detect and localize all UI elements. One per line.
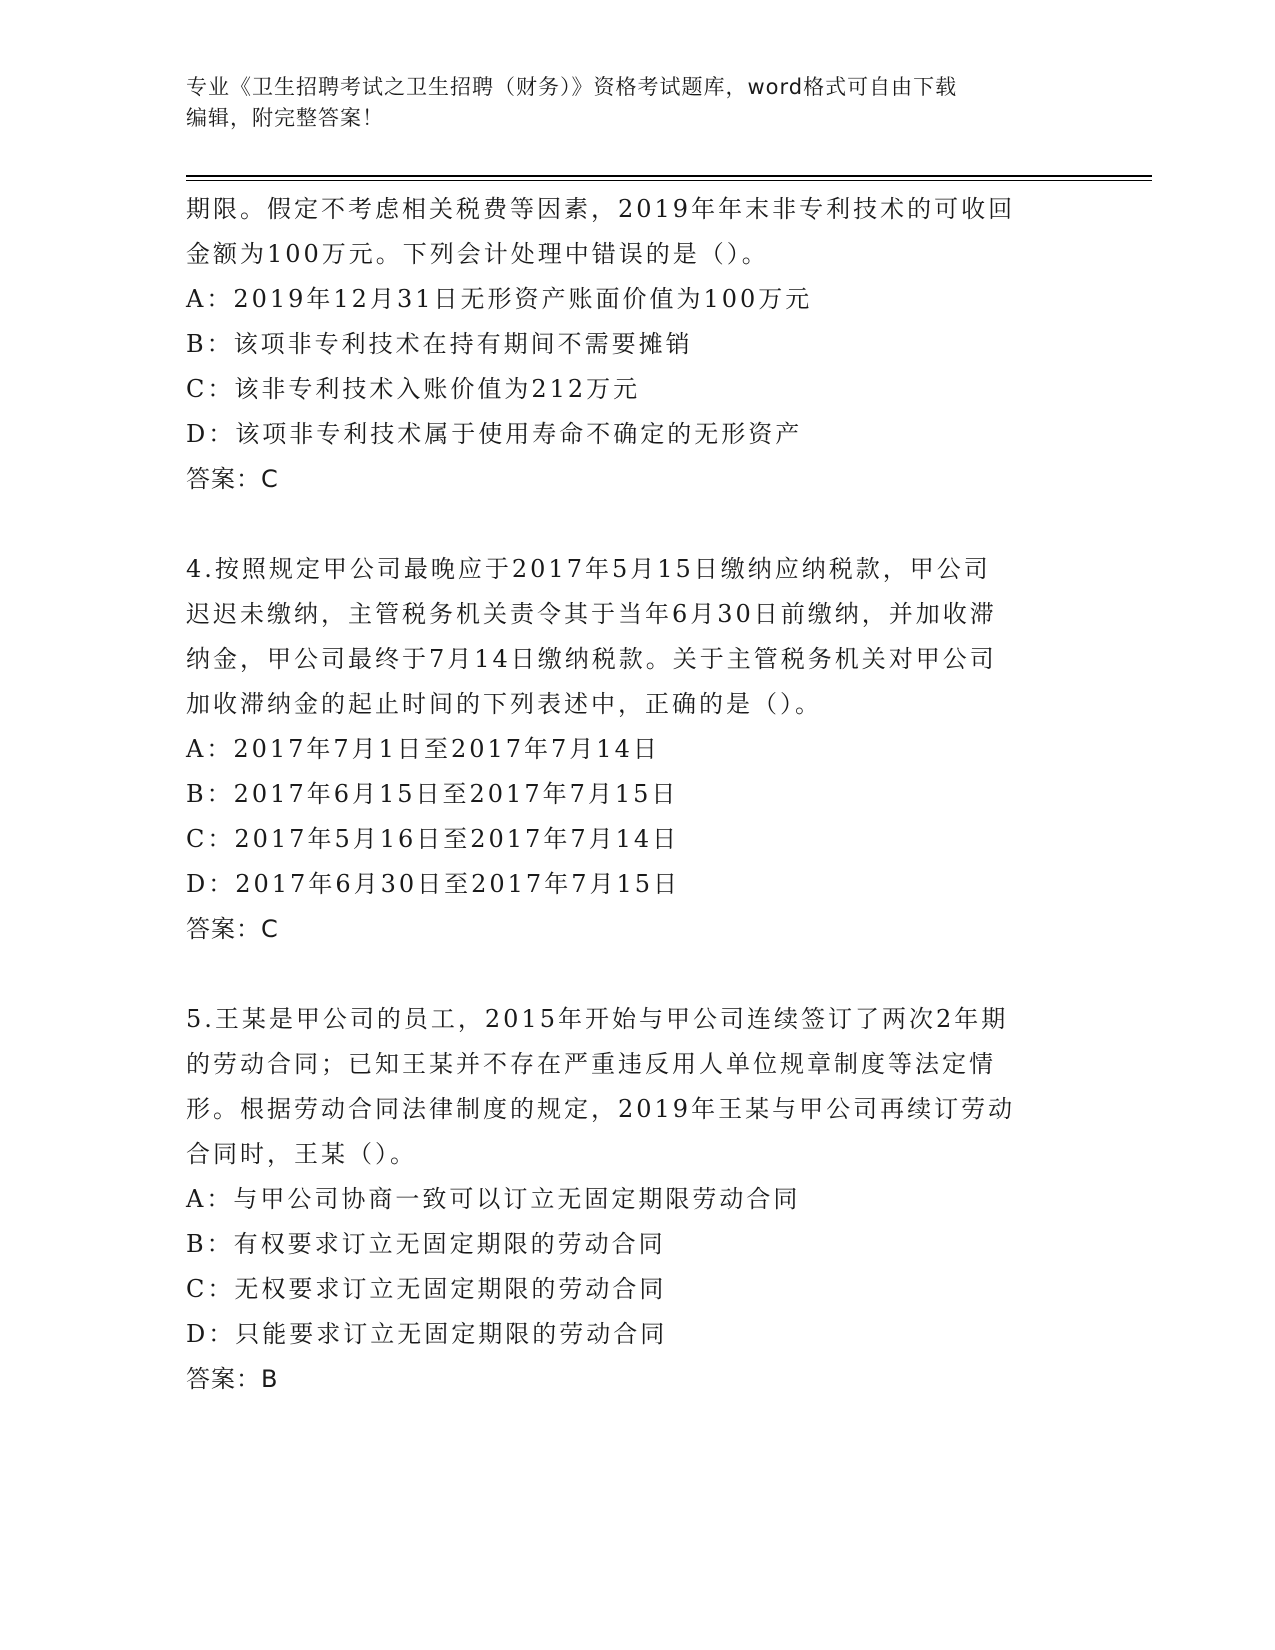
page-header [186, 72, 1086, 134]
header-line-1: 专业《卫生招聘考试之卫生招聘（财务）》资格考试题库，word格式可自由下载 [186, 75, 958, 99]
option-a: A：与甲公司协商一致可以订立无固定期限劳动合同 [186, 1185, 801, 1213]
option-d: D：2017年6月30日至2017年7月15日 [186, 870, 681, 898]
question-stem-line: 期限。假定不考虑相关税费等因素，2019年年末非专利技术的可收回 [186, 195, 1016, 223]
question-stem-line: 金额为100万元。下列会计处理中错误的是（）。 [186, 240, 769, 268]
question-stem-line: 的劳动合同；已知王某并不存在严重违反用人单位规章制度等法定情 [186, 1050, 996, 1078]
answer: 答案：B [186, 1365, 279, 1393]
question-stem-line: 纳金，甲公司最终于7月14日缴纳税款。关于主管税务机关对甲公司 [186, 645, 997, 673]
option-b: B：2017年6月15日至2017年7月15日 [186, 780, 679, 808]
option-a: A：2017年7月1日至2017年7月14日 [186, 735, 660, 763]
spacer [186, 952, 1106, 997]
question-content [186, 187, 1106, 1402]
option-c: C：无权要求订立无固定期限的劳动合同 [186, 1275, 667, 1303]
option-b: B：该项非专利技术在持有期间不需要摊销 [186, 330, 693, 358]
question-3 [186, 187, 1106, 502]
question-stem-line: 5.王某是甲公司的员工，2015年开始与甲公司连续签订了两次2年期 [186, 1005, 1009, 1033]
question-stem-line: 迟迟未缴纳，主管税务机关责令其于当年6月30日前缴纳，并加收滞 [186, 600, 997, 628]
option-a: A：2019年12月31日无形资产账面价值为100万元 [186, 285, 813, 313]
question-stem-line: 形。根据劳动合同法律制度的规定，2019年王某与甲公司再续订劳动 [186, 1095, 1016, 1123]
option-c: C：2017年5月16日至2017年7月14日 [186, 825, 680, 853]
spacer [186, 502, 1106, 547]
answer: 答案：C [186, 915, 279, 943]
option-d: D：只能要求订立无固定期限的劳动合同 [186, 1320, 668, 1348]
header-divider [186, 175, 1152, 181]
option-d: D：该项非专利技术属于使用寿命不确定的无形资产 [186, 420, 803, 448]
question-5 [186, 997, 1106, 1402]
header-line-2: 编辑，附完整答案！ [186, 106, 384, 130]
question-stem-line: 合同时，王某（）。 [186, 1140, 417, 1168]
question-stem-line: 4.按照规定甲公司最晚应于2017年5月15日缴纳应纳税款，甲公司 [186, 555, 991, 583]
question-stem-line: 加收滞纳金的起止时间的下列表述中，正确的是（）。 [186, 690, 822, 718]
option-b: B：有权要求订立无固定期限的劳动合同 [186, 1230, 666, 1258]
option-c: C：该非专利技术入账价值为212万元 [186, 375, 641, 403]
answer: 答案：C [186, 465, 279, 493]
question-4 [186, 547, 1106, 952]
